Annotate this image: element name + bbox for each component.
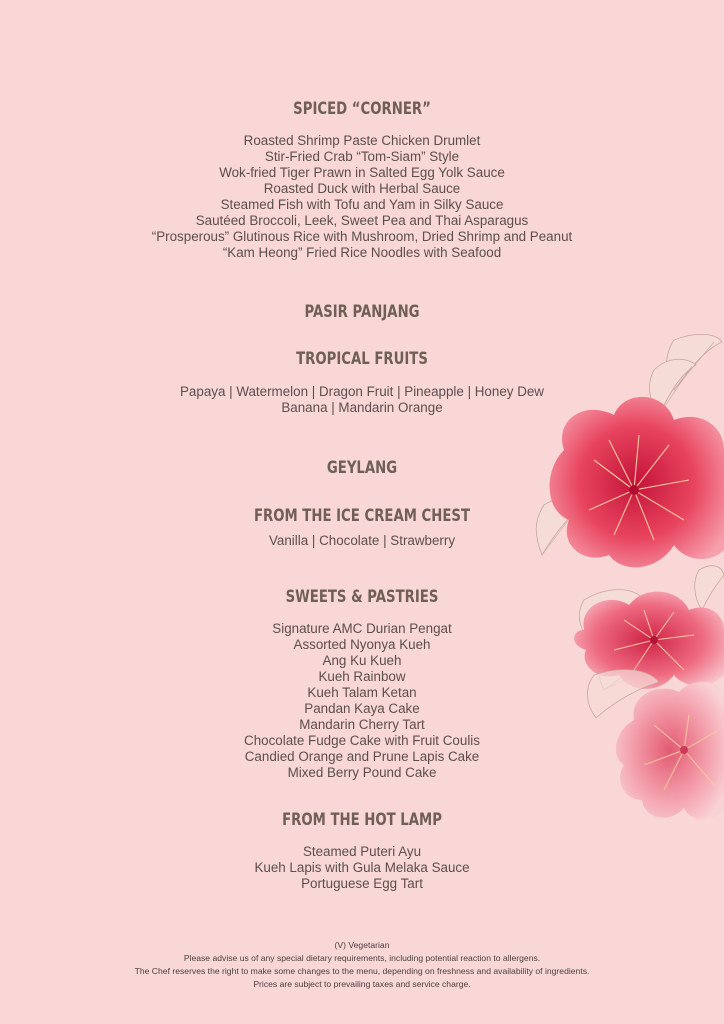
menu-item: Wok-fried Tiger Prawn in Salted Egg Yolk Sauce: [219, 165, 505, 180]
menu-item: Sautéed Broccoli, Leek, Sweet Pea and Thai Asparagus: [195, 213, 529, 228]
section-items-spiced-corner: [0, 133, 724, 261]
chef-note: The Chef reserves the right to make some changes to the menu, depending on freshness and availability of ingredients.: [134, 966, 590, 976]
section-items-ice-cream-chest: [0, 533, 724, 549]
menu-item: Banana | Mandarin Orange: [281, 400, 443, 415]
section-title-geylang: GEYLANG: [326, 458, 398, 478]
menu-item: Pandan Kaya Cake: [304, 701, 420, 716]
vegetarian-note: (V) Vegetarian: [334, 940, 390, 950]
menu-item: Steamed Puteri Ayu: [302, 844, 422, 859]
menu-item: Candied Orange and Prune Lapis Cake: [244, 749, 480, 764]
section-items-hot-lamp: [0, 844, 724, 892]
prices-note: Prices are subject to prevailing taxes and service charge.: [253, 979, 471, 989]
section-title-sweets-pastries: SWEETS & PASTRIES: [285, 587, 439, 607]
menu-item: Assorted Nyonya Kueh: [293, 637, 431, 652]
section-items-tropical-fruits: [0, 384, 724, 416]
menu-item: “Prosperous” Glutinous Rice with Mushroom, Dried Shrimp and Peanut: [151, 229, 573, 244]
menu-item: Kueh Talam Ketan: [307, 685, 417, 700]
dietary-note: Please advise us of any special dietary requirements, including potential reaction to allergens.: [183, 953, 541, 963]
menu-item: Ang Ku Kueh: [322, 653, 402, 668]
section-title-tropical-fruits: TROPICAL FRUITS: [296, 349, 428, 369]
menu-item: Mandarin Cherry Tart: [299, 717, 425, 732]
menu-item: Roasted Shrimp Paste Chicken Drumlet: [243, 133, 481, 148]
menu-item: Kueh Rainbow: [318, 669, 406, 684]
menu-item: Vanilla | Chocolate | Strawberry: [268, 533, 456, 548]
menu-item: Signature AMC Durian Pengat: [272, 621, 452, 636]
section-items-sweets-pastries: [0, 621, 724, 781]
menu-item: Roasted Duck with Herbal Sauce: [263, 181, 461, 196]
section-title-spiced-corner: SPICED “CORNER”: [293, 99, 431, 119]
menu-item: Stir-Fried Crab “Tom-Siam” Style: [264, 149, 460, 164]
section-title-ice-cream-chest: FROM THE ICE CREAM CHEST: [253, 506, 471, 526]
section-title-hot-lamp: FROM THE HOT LAMP: [282, 810, 442, 830]
menu-item: “Kam Heong” Fried Rice Noodles with Seafood: [222, 245, 502, 260]
menu-item: Mixed Berry Pound Cake: [287, 765, 437, 780]
menu-item: Chocolate Fudge Cake with Fruit Coulis: [244, 733, 480, 748]
menu-item: Portuguese Egg Tart: [301, 876, 423, 891]
footer-notes: [0, 939, 724, 991]
section-title-pasir-panjang: PASIR PANJANG: [304, 302, 420, 322]
menu-item: Kueh Lapis with Gula Melaka Sauce: [254, 860, 470, 875]
menu-item: Papaya | Watermelon | Dragon Fruit | Pineapple | Honey Dew: [180, 384, 544, 399]
menu-item: Steamed Fish with Tofu and Yam in Silky Sauce: [220, 197, 504, 212]
